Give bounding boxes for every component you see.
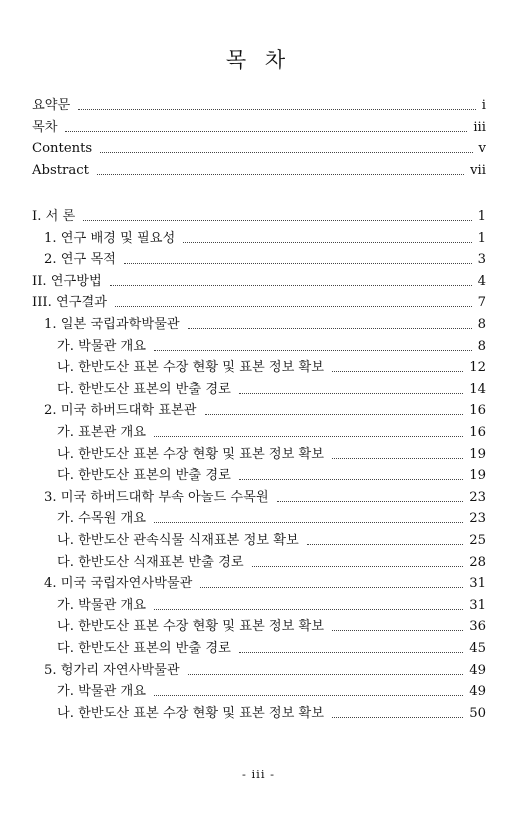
toc-entry-title: 나. 한반도산 표본 수장 현황 및 표본 정보 확보	[57, 619, 325, 635]
front-matter-entry[interactable]	[0, 119, 517, 137]
toc-entry-page: 14	[469, 381, 486, 397]
toc-entry-page: i	[481, 98, 486, 113]
dot-leader	[332, 458, 463, 459]
toc-entry[interactable]	[0, 424, 517, 442]
toc-entry[interactable]	[0, 705, 517, 723]
toc-entry-title: 3. 미국 하버드대학 부속 아놀드 수목원	[44, 489, 269, 505]
toc-entry-page: 19	[469, 446, 486, 462]
toc-entry-page: 4	[477, 273, 486, 289]
toc-entry-page: 31	[469, 576, 486, 592]
toc-entry-page: 36	[469, 619, 486, 635]
toc-entry-page: 45	[469, 641, 486, 656]
toc-entry[interactable]	[0, 510, 517, 528]
toc-entry-page: vii	[470, 163, 486, 179]
page-title: 목 차	[225, 48, 292, 72]
front-matter-entry[interactable]	[0, 97, 517, 115]
toc-entry-page: 23	[469, 511, 486, 527]
toc-entry[interactable]	[0, 597, 517, 615]
toc-entry[interactable]	[0, 294, 517, 312]
toc-entry-title: 나. 한반도산 표본 수장 현황 및 표본 정보 확보	[57, 705, 325, 721]
toc-entry[interactable]	[0, 532, 517, 550]
toc-entry-title: 나. 한반도산 관속식물 식재표본 정보 확보	[57, 533, 299, 548]
toc-entry-title: 가. 박물관 개요	[57, 684, 147, 700]
toc-entry[interactable]	[0, 683, 517, 701]
dot-leader	[332, 371, 463, 372]
toc-entry-title: Abstract	[32, 163, 89, 179]
toc-entry-title: 목차	[32, 119, 58, 135]
toc-entry-page: 12	[469, 360, 486, 376]
toc-entry[interactable]	[0, 618, 517, 636]
toc-entry-page: 28	[469, 554, 486, 570]
dot-leader	[65, 131, 467, 132]
dot-leader	[183, 242, 471, 243]
toc-entry[interactable]	[0, 359, 517, 377]
toc-entry-page: 49	[469, 684, 486, 700]
dot-leader	[110, 285, 472, 286]
toc-entry-title: 1. 일본 국립과학박물관	[44, 317, 180, 332]
toc-entry-page: 25	[469, 533, 486, 548]
toc-entry-page: 50	[469, 705, 486, 721]
dot-leader	[332, 630, 463, 631]
toc-entry-title: 가. 수목원 개요	[57, 511, 147, 527]
toc-entry-title: 가. 박물관 개요	[57, 597, 147, 613]
dot-leader	[252, 566, 464, 567]
dot-leader	[154, 609, 463, 610]
toc-entry[interactable]	[0, 230, 517, 248]
toc-entry-page: 1	[477, 209, 486, 224]
toc-entry-title: 요약문	[32, 98, 71, 113]
toc-entry-page: iii	[473, 119, 486, 135]
toc-entry-page: 3	[477, 252, 486, 268]
toc-entry-page: 8	[477, 338, 486, 354]
toc-entry-page: 23	[469, 489, 486, 505]
toc-entry[interactable]	[0, 467, 517, 485]
toc-entry[interactable]	[0, 446, 517, 464]
toc-entry-title: 5. 헝가리 자연사박물관	[44, 662, 180, 678]
page-number-footer: - iii -	[241, 767, 276, 781]
toc-entry-page: 31	[469, 597, 486, 613]
toc-entry-page: 16	[469, 403, 486, 419]
toc-entry[interactable]	[0, 338, 517, 356]
dot-leader	[239, 393, 463, 394]
dot-leader	[154, 436, 463, 437]
toc-entry-title: 2. 미국 하버드대학 표본관	[44, 403, 197, 419]
toc-entry[interactable]	[0, 381, 517, 399]
toc-entry-title: 가. 박물관 개요	[57, 338, 147, 354]
toc-entry-title: 가. 표본관 개요	[57, 425, 147, 440]
toc-entry-title: 1. 연구 배경 및 필요성	[44, 230, 176, 246]
toc-entry-title: 4. 미국 국립자연사박물관	[44, 576, 193, 592]
dot-leader	[188, 674, 464, 675]
toc-entry[interactable]	[0, 316, 517, 334]
toc-entry[interactable]	[0, 554, 517, 572]
toc-entry[interactable]	[0, 489, 517, 507]
dot-leader	[154, 695, 463, 696]
toc-entry-title: 나. 한반도산 표본 수장 현황 및 표본 정보 확보	[57, 446, 325, 462]
dot-leader	[332, 717, 463, 718]
dot-leader	[200, 587, 463, 588]
toc-entry[interactable]	[0, 402, 517, 420]
toc-entry[interactable]	[0, 640, 517, 658]
toc-entry-title: Contents	[32, 141, 93, 157]
dot-leader	[115, 306, 472, 307]
dot-leader	[277, 501, 464, 502]
toc-entry[interactable]	[0, 662, 517, 680]
dot-leader	[78, 109, 476, 110]
toc-entry-title: 다. 한반도산 표본의 반출 경로	[57, 468, 231, 484]
toc-entry-page: 1	[477, 230, 486, 246]
toc-entry[interactable]	[0, 273, 517, 291]
toc-entry-page: 19	[469, 468, 486, 484]
toc-entry-title: I. 서 론	[32, 209, 76, 224]
front-matter-entry[interactable]	[0, 140, 517, 158]
dot-leader	[83, 220, 471, 221]
dot-leader	[97, 174, 464, 175]
toc-entry-page: v	[478, 141, 486, 157]
toc-entry-title: 2. 연구 목적	[44, 252, 116, 268]
toc-entry-title: III. 연구결과	[32, 295, 107, 311]
dot-leader	[307, 544, 464, 545]
dot-leader	[205, 414, 464, 415]
toc-entry-page: 8	[477, 317, 486, 332]
dot-leader	[188, 328, 472, 329]
toc-entry[interactable]	[0, 251, 517, 269]
dot-leader	[239, 652, 463, 653]
toc-entry-title: II. 연구방법	[32, 273, 102, 289]
toc-entry[interactable]	[0, 208, 517, 226]
dot-leader	[154, 350, 472, 351]
toc-entry-title: 다. 한반도산 표본의 반출 경로	[57, 381, 231, 397]
toc-entry-page: 16	[469, 425, 486, 440]
toc-entry-page: 49	[469, 662, 486, 678]
front-matter-entry[interactable]	[0, 162, 517, 180]
dot-leader	[239, 479, 463, 480]
dot-leader	[124, 263, 472, 264]
toc-entry-title: 다. 한반도산 표본의 반출 경로	[57, 641, 231, 656]
dot-leader	[154, 522, 463, 523]
toc-entry[interactable]	[0, 575, 517, 593]
toc-entry-title: 나. 한반도산 표본 수장 현황 및 표본 정보 확보	[57, 360, 325, 376]
toc-entry-title: 다. 한반도산 식재표본 반출 경로	[57, 554, 244, 570]
toc-entry-page: 7	[477, 295, 486, 311]
dot-leader	[100, 152, 472, 153]
